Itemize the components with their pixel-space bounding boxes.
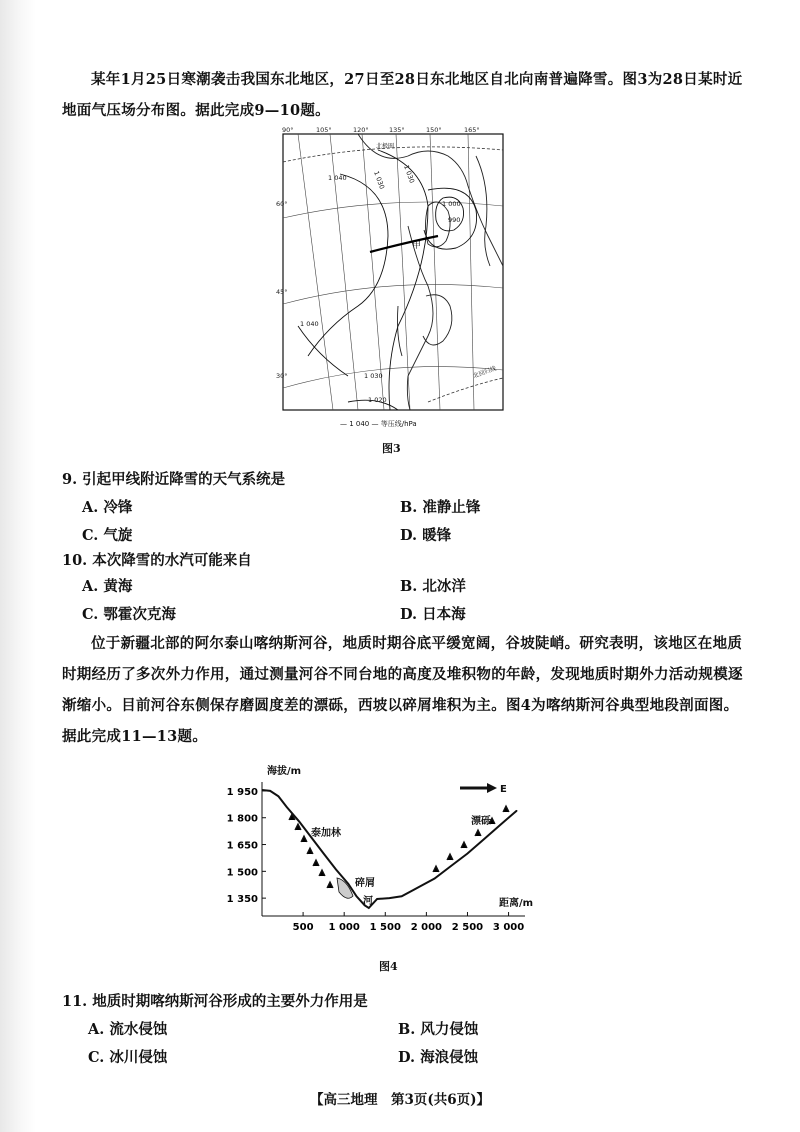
question-9-stem: 9. 引起甲线附近降雪的天气系统是 (62, 471, 286, 488)
label-taiga-forest: 泰加林 (311, 828, 341, 839)
profile-point (270, 790, 271, 791)
y-tick-label: 1 650 (226, 840, 258, 852)
lon-label: 90° (282, 126, 294, 134)
q9-option-c[interactable]: C. 气旋 (82, 527, 133, 544)
lat-label: 60° (276, 200, 288, 208)
isobar-label: 1 000 (442, 200, 461, 208)
profile-point (335, 869, 336, 870)
y-tick-label: 1 950 (226, 786, 258, 798)
q11-option-d[interactable]: D. 海浪侵蚀 (398, 1049, 479, 1066)
q9-option-a[interactable]: A. 冷锋 (82, 499, 133, 516)
profile-point (286, 806, 287, 807)
profile-points (261, 789, 517, 908)
direction-arrowhead (487, 783, 497, 793)
isobar-label: 990 (448, 216, 461, 224)
isobar-label: 1 030 (372, 169, 387, 191)
profile-point (483, 839, 484, 840)
profile-point (500, 824, 501, 825)
y-ticks (227, 787, 266, 905)
y-tick-label: 1 500 (226, 867, 258, 879)
graticule (283, 134, 503, 410)
isobars (298, 150, 477, 410)
lat-label: 30° (276, 372, 288, 380)
q10-option-b[interactable]: B. 北冰洋 (400, 578, 466, 595)
label-river: 河 (363, 896, 373, 907)
x-ticks (293, 912, 525, 933)
isobar-label: 1 020 (368, 396, 387, 404)
x-tick-label: 1 500 (369, 922, 401, 933)
x-axis-label: 距离/m (499, 898, 534, 909)
q9-option-d[interactable]: D. 暖锋 (400, 527, 452, 544)
profile-point (389, 898, 390, 899)
tropic-label: 北回归线 (472, 365, 498, 380)
q11-option-c[interactable]: C. 冰川侵蚀 (88, 1049, 168, 1066)
map-legend: — 1 040 — 等压线/hPa (340, 420, 417, 428)
x-tick-label: 2 500 (451, 922, 484, 933)
profile-point (434, 878, 435, 879)
profile-point (401, 896, 402, 897)
x-tick-label: 1 000 (328, 922, 360, 933)
isobar-label: 1 030 (364, 372, 383, 380)
intro-paragraph-1: 某年1月25日寒潮袭击我国东北地区，27日至28日东北地区自北向南普遍降雪。图3为28日某时近地面气压场分布图。据此完成9—10题。 (62, 71, 743, 119)
page-footer: 【高三地理 第3页(共6页)】 (309, 1092, 491, 1108)
arctic-circle-label: 北极圈 (376, 143, 395, 150)
isobar-label: 1 030 (402, 163, 417, 185)
profile-point (516, 810, 517, 811)
label-debris: 碎屑 (355, 878, 375, 889)
y-axis-label: 海拔/m (267, 766, 302, 777)
question-11-stem: 11. 地质时期喀纳斯河谷形成的主要外力作用是 (62, 993, 368, 1010)
profile-point (467, 853, 468, 854)
q10-option-d[interactable]: D. 日本海 (400, 606, 466, 623)
profile-point (368, 907, 369, 908)
x-tick-label: 3 000 (492, 922, 525, 933)
q11-option-a[interactable]: A. 流水侵蚀 (88, 1021, 168, 1038)
y-tick-label: 1 800 (226, 813, 258, 825)
isobar-label: 1 040 (328, 174, 347, 182)
lat-label: 45° (276, 288, 288, 296)
lon-label: 120° (353, 126, 369, 134)
profile-point (348, 883, 349, 884)
direction-label: E (500, 784, 507, 795)
lon-label: 105° (316, 126, 332, 134)
front-label-jia: 甲 (412, 241, 422, 251)
profile-point (261, 789, 262, 790)
q10-option-c[interactable]: C. 鄂霍次克海 (82, 606, 176, 623)
isobar-labels (300, 164, 461, 404)
intro-paragraph-2: 位于新疆北部的阿尔泰山喀纳斯河谷，地质时期谷底平缓宽阔，谷坡陡峭。研究表明，该地区在地质时期经历了多次外力作用，通过测量河谷不同台地的高度及堆积物的年龄，发现地质时期外力活动规模逐渐缩小。目前河谷东侧保存磨圆度差的漂砾，西坡以碎屑堆积为主。图4为喀纳斯河谷典型地段剖面图。据此完成11—13题。 (62, 635, 743, 745)
lat-labels (276, 200, 288, 380)
profile-point (356, 896, 357, 897)
y-tick-label: 1 350 (226, 894, 258, 906)
lon-label: 165° (464, 126, 480, 134)
q10-option-a[interactable]: A. 黄海 (82, 578, 133, 595)
lon-label: 150° (426, 126, 442, 134)
lon-label: 135° (389, 126, 405, 134)
profile-point (323, 853, 324, 854)
figure-3-isobar-map (278, 126, 508, 442)
isobar-label: 1 040 (300, 320, 319, 328)
profile-point (450, 865, 451, 866)
q11-option-b[interactable]: B. 风力侵蚀 (398, 1021, 479, 1038)
valley-profile-line (262, 790, 517, 908)
x-tick-label: 500 (292, 922, 314, 933)
figure-3-caption: 图3 (382, 442, 401, 455)
page-edge-shadow (0, 0, 36, 1132)
label-boulder: 漂砾 (471, 816, 491, 827)
lon-labels (282, 126, 480, 134)
figure-4-caption: 图4 (379, 960, 398, 973)
question-10-stem: 10. 本次降雪的水汽可能来自 (62, 552, 252, 569)
x-tick-label: 2 000 (410, 922, 443, 933)
q9-option-b[interactable]: B. 准静止锋 (400, 499, 481, 516)
profile-point (278, 796, 279, 797)
profile-point (376, 898, 377, 899)
figure-4-valley-profile (215, 752, 545, 948)
profile-point (418, 887, 419, 888)
profile-point (298, 821, 299, 822)
